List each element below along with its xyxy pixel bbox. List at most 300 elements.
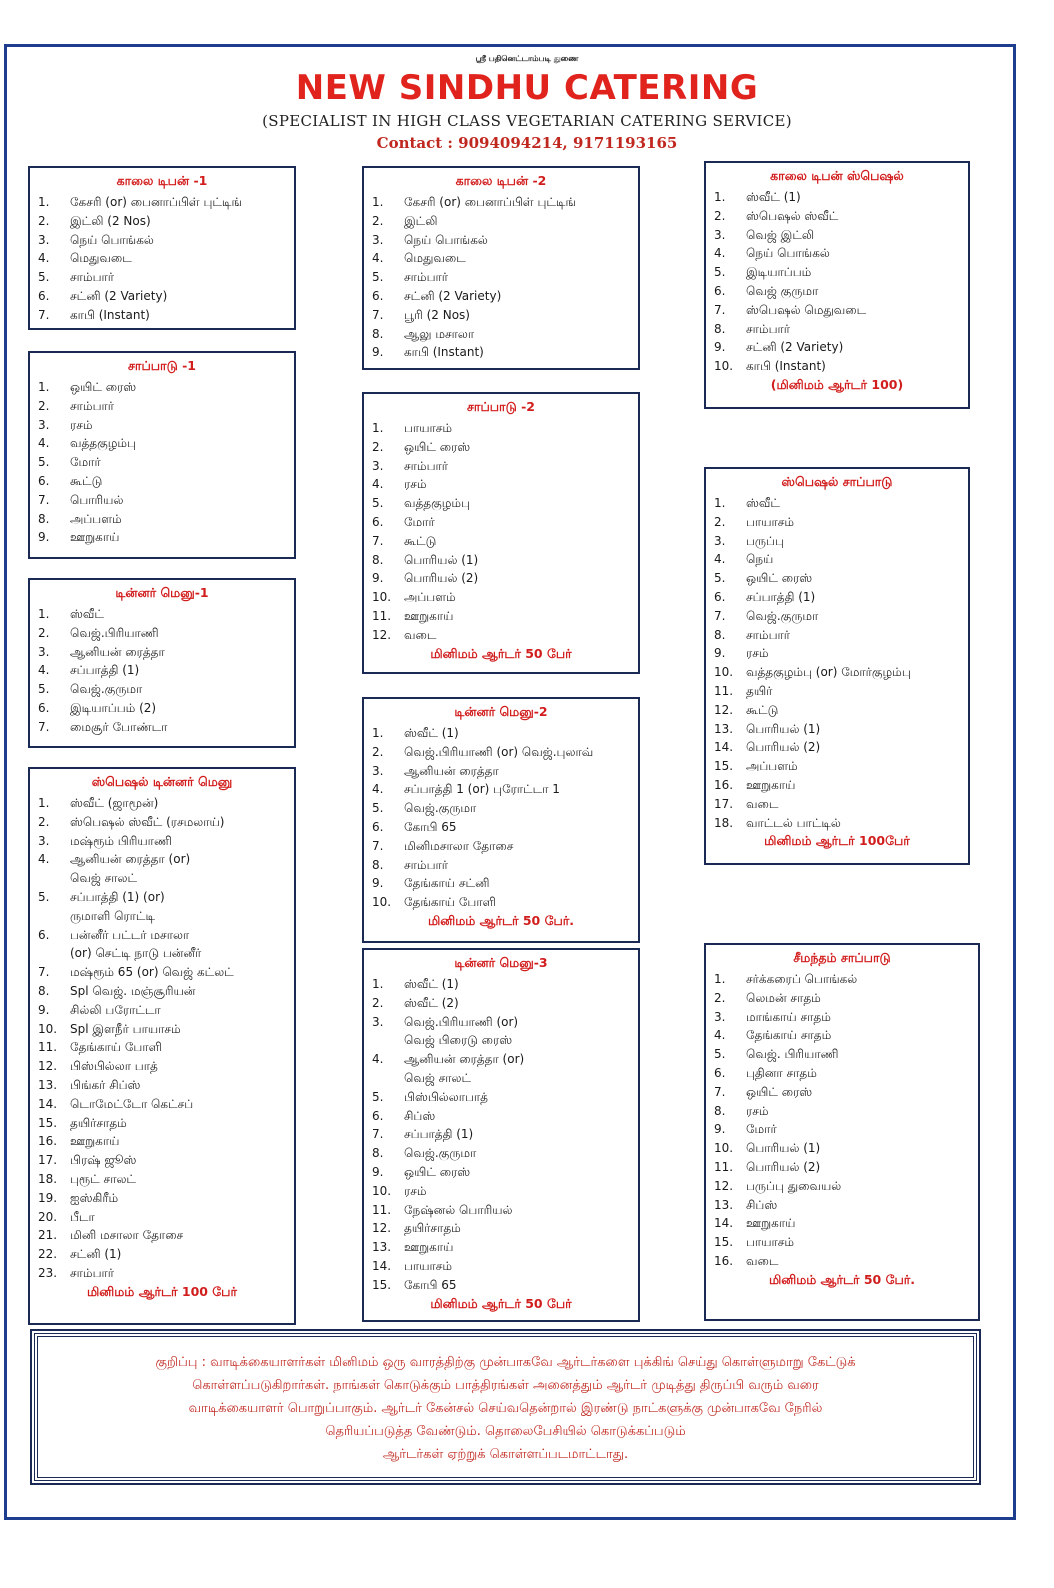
menu-item-number: 4. [38, 251, 50, 266]
menu-item [372, 306, 630, 325]
menu-title: சாப்பாடு -2 [467, 399, 535, 414]
menu-item-number: 5. [372, 801, 384, 816]
menu-item [714, 1008, 970, 1027]
menu-item-number: 3. [38, 417, 50, 432]
menu-item [38, 491, 286, 510]
menu-item [38, 813, 286, 832]
menu-item [714, 626, 960, 645]
menu-item [372, 856, 630, 875]
menu-item [714, 1083, 970, 1102]
menu-item [714, 776, 960, 795]
menu-item [714, 244, 960, 263]
menu-item-number: 2. [38, 625, 50, 640]
menu-item-label: புதினா சாதம் [746, 1065, 817, 1080]
menu-item-number: 2. [38, 398, 50, 413]
menu-item-label: அப்பளம் [404, 590, 456, 605]
menu-item [372, 325, 630, 344]
menu-item-number: 8. [38, 983, 50, 998]
menu-item [372, 799, 630, 818]
menu-item [714, 795, 960, 814]
menu-item-label: சாம்பார் [70, 270, 115, 285]
menu-item [714, 494, 960, 513]
menu-item-label: Spl இளநீர் பாயாசம் [70, 1021, 181, 1036]
menu-item-number: 3. [372, 458, 384, 473]
menu-item [38, 1076, 286, 1095]
menu-box [362, 697, 640, 943]
menu-item-label: மெதுவடை [404, 251, 466, 266]
menu-item-number: 8. [714, 1103, 726, 1118]
menu-item-label: நெய் பொங்கல் [404, 232, 488, 247]
menu-item-label: பூரி (2 Nos) [404, 307, 470, 322]
menu-item-number: 10. [714, 1141, 734, 1156]
menu-item [372, 626, 630, 645]
menu-item-label: ஒயிட் ரைஸ் [746, 1084, 813, 1099]
menu-item-number: 6. [38, 288, 50, 303]
menu-item-label: ஆனியன் ரைத்தா [70, 644, 165, 659]
menu-item-label: சாம்பார் [404, 270, 449, 285]
menu-item [38, 1170, 286, 1189]
menu-item-number: 4. [372, 251, 384, 266]
menu-item-label: சப்பாத்தி (1) [404, 1127, 474, 1142]
menu-item [372, 287, 630, 306]
menu-item-label: சாம்பார் [746, 627, 791, 642]
menu-item-label: கேசரி (or) பைனாப்பிள் புட்டிங் [70, 195, 242, 209]
menu-item-label: ரசம் [746, 646, 769, 661]
menu-item [38, 850, 286, 888]
menu-box [362, 166, 640, 370]
menu-item-number: 8. [38, 511, 50, 526]
menu-item-number: 15. [714, 759, 734, 774]
menu-item-number: 5. [38, 889, 50, 904]
menu-item [38, 378, 286, 397]
menu-item-label: ஸ்வீட் (1) [404, 726, 459, 740]
menu-item-number: 4. [38, 436, 50, 451]
menu-item [372, 438, 630, 457]
menu-item [714, 814, 960, 833]
menu-item [714, 1064, 970, 1083]
menu-item-label: பிரஷ் ஜூஸ் [70, 1153, 137, 1168]
menu-item-label: மோர் [404, 514, 435, 529]
menu-item [38, 212, 286, 231]
menu-item-label: ஸ்வீட் (1) [404, 977, 459, 991]
menu-item [714, 607, 960, 626]
menu-item [38, 528, 286, 547]
menu-items [714, 970, 970, 1271]
menu-item-label: சப்பாத்தி (1) [746, 589, 816, 604]
menu-item-number: 4. [372, 477, 384, 492]
menu-item-label: சட்னி (2 Variety) [404, 288, 502, 303]
menu-item-number: 16. [714, 777, 734, 792]
menu-item-number: 7. [38, 965, 50, 980]
menu-item-label: பொரியல் (1) [404, 552, 479, 567]
menu-item-number: 15. [38, 1115, 58, 1130]
menu-item-label: மினிமசாலா தோசை [404, 838, 514, 853]
menu-item-number: 6. [714, 283, 726, 298]
menu-title: சீமந்தம் சாப்பாடு [793, 950, 891, 965]
menu-item-number: 2. [372, 995, 384, 1010]
menu-item-number: 6. [38, 473, 50, 488]
menu-item-label: வெஜ்.குருமா [404, 1146, 477, 1161]
menu-item [372, 1276, 630, 1295]
menu-item [372, 457, 630, 476]
menu-item [714, 263, 960, 282]
minimum-order: மினிமம் ஆர்டர் 50 பேர் [430, 645, 572, 661]
menu-item-label: சட்னி (1) [70, 1247, 122, 1262]
menu-item [38, 249, 286, 268]
menu-item-number: 10. [372, 895, 392, 910]
menu-item-number: 9. [38, 530, 50, 545]
menu-item [38, 231, 286, 250]
menu-item [38, 1057, 286, 1076]
menu-title: டின்னர் மெனு-1 [115, 585, 209, 600]
menu-item-number: 5. [38, 455, 50, 470]
menu-item-label: சில்லி பரோட்டா [70, 1002, 161, 1017]
menu-item-number: 4. [714, 1028, 726, 1043]
menu-box [28, 767, 296, 1325]
menu-item [372, 419, 630, 438]
menu-item-number: 1. [38, 796, 50, 810]
menu-item [372, 588, 630, 607]
menu-item [372, 743, 630, 762]
menu-item-number: 18. [38, 1171, 58, 1186]
menu-item [714, 1196, 970, 1215]
menu-box [704, 467, 970, 865]
menu-item-number: 11. [372, 608, 392, 623]
blessing-line: ஸ்ரீ பதினெட்டாம்படி துணை [475, 54, 579, 63]
menu-item [38, 963, 286, 982]
menu-item-number: 2. [38, 213, 50, 228]
menu-item [714, 1045, 970, 1064]
menu-item-label: பாயாசம் [746, 514, 795, 529]
menu-item-label: ஒயிட் ரைஸ் [70, 380, 137, 394]
menu-item-number: 7. [714, 608, 726, 623]
menu-item-label: வெஜ் இட்லி [746, 227, 815, 242]
menu-item-number: 15. [714, 1235, 734, 1250]
menu-item-label: வெஜ்.பிரியாணி (or) வெஜ்.புலாவ் [404, 744, 594, 759]
menu-item-label: அப்பளம் [70, 511, 122, 526]
menu-item-label: சாம்பார் [70, 398, 115, 413]
menu-item-number: 1. [714, 496, 726, 510]
menu-item-label: வத்தகுழம்பு [70, 436, 136, 451]
menu-item-label: ரசம் [404, 1183, 427, 1198]
menu-item [38, 1245, 286, 1264]
menu-item-number: 13. [714, 1197, 734, 1212]
menu-item [714, 757, 960, 776]
menu-item-label: லெமன் சாதம் [746, 990, 821, 1005]
menu-item [714, 1120, 970, 1139]
menu-item [372, 569, 630, 588]
page-subtitle: (SPECIALIST IN HIGH CLASS VEGETARIAN CATERING SERVICE) [262, 112, 792, 130]
menu-item-number: 14. [714, 1216, 734, 1231]
menu-item [372, 975, 630, 994]
menu-box [28, 351, 296, 559]
menu-item-label: ஸ்வீட் [746, 496, 780, 510]
menu-item-label: கோபி 65 [404, 819, 457, 834]
menu-item-number: 2. [714, 208, 726, 223]
menu-item-number: 6. [38, 927, 50, 942]
menu-item-number: 5. [372, 270, 384, 285]
menu-item-number: 2. [714, 514, 726, 529]
menu-item-label: கூட்டு [70, 473, 103, 488]
menu-item-label: வத்தகுழம்பு [404, 496, 470, 511]
menu-item-number: 9. [372, 345, 384, 360]
menu-item [38, 1001, 286, 1020]
menu-item-number: 9. [372, 876, 384, 891]
menu-item [372, 494, 630, 513]
menu-item [372, 1050, 630, 1088]
menu-item [714, 1102, 970, 1121]
menu-item-label: இட்லி [404, 213, 438, 228]
menu-item-number: 8. [714, 627, 726, 642]
menu-item-label: ஸ்பெஷல் ஸ்வீட் (ரசமலாய்) [70, 814, 225, 829]
menu-item-label: ஊறுகாய் [404, 1240, 454, 1255]
menu-item-number: 9. [372, 571, 384, 586]
menu-item-label: பிங்கர் சிப்ஸ் [70, 1077, 141, 1092]
menu-item [372, 818, 630, 837]
menu-item-label: ஊறுகாய் [70, 530, 120, 545]
menu-item-label: ஊறுகாய் [746, 777, 796, 792]
menu-item [38, 1226, 286, 1245]
menu-item-label: ரசம் [404, 477, 427, 492]
menu-box [28, 166, 296, 330]
menu-item-label: ஸ்பெஷல் ஸ்வீட் [746, 208, 839, 223]
menu-item-number: 3. [38, 644, 50, 659]
menu-item-label: பிஸ்பில்லா பாத் [70, 1059, 158, 1074]
menu-item-label: ஊறுகாய் [70, 1134, 120, 1149]
menu-item [714, 569, 960, 588]
menu-item-label: சிப்ஸ் [404, 1108, 436, 1123]
menu-item-label: கேசரி (or) பைனாப்பிள் புட்டிங் [404, 195, 576, 209]
menu-item-label: ஒயிட் ரைஸ் [746, 571, 813, 586]
menu-item [714, 1158, 970, 1177]
menu-item-number: 1. [38, 195, 50, 209]
menu-item-number: 7. [372, 307, 384, 322]
menu-item [372, 193, 630, 212]
menu-item [38, 794, 286, 813]
menu-item-label: பாயாசம் [404, 1258, 453, 1273]
menu-item [38, 832, 286, 851]
menu-item-label: மோர் [746, 1122, 777, 1137]
menu-item-number: 2. [372, 439, 384, 454]
menu-item [38, 453, 286, 472]
menu-item [38, 287, 286, 306]
menu-item-label: தேங்காய் சாதம் [746, 1028, 832, 1043]
menu-title: சாப்பாடு -1 [128, 358, 196, 373]
menu-item-label: வாட்டல் பாட்டில் [746, 815, 841, 830]
menu-item [714, 338, 960, 357]
menu-item [714, 970, 970, 989]
menu-item-label: சட்னி (2 Variety) [746, 340, 844, 355]
menu-item-label: ஆனியன் ரைத்தா (or) வெஜ் சாலட் [70, 852, 191, 886]
menu-item-number: 6. [372, 819, 384, 834]
menu-items [372, 724, 630, 912]
menu-item [714, 1177, 970, 1196]
menu-item [372, 1125, 630, 1144]
menu-item-label: சாம்பார் [746, 321, 791, 336]
menu-item-label: பருப்பு துவையல் [746, 1178, 842, 1193]
menu-item-label: மெதுவடை [70, 251, 132, 266]
menu-item-number: 1. [38, 607, 50, 621]
menu-item-number: 8. [372, 326, 384, 341]
menu-item-number: 3. [372, 1014, 384, 1029]
menu-item-label: மாங்காய் சாதம் [746, 1009, 831, 1024]
menu-item [38, 1114, 286, 1133]
menu-item [372, 1219, 630, 1238]
menu-item-number: 12. [38, 1059, 58, 1074]
menu-item [372, 1107, 630, 1126]
menu-item [38, 1020, 286, 1039]
menu-item [38, 605, 286, 624]
menu-item-label: கோபி 65 [404, 1277, 457, 1292]
menu-item-label: வத்தகுழம்பு (or) மோர்குழம்பு [746, 665, 911, 680]
menu-item [372, 1182, 630, 1201]
menu-item [372, 780, 630, 799]
menu-box [28, 578, 296, 748]
menu-item-number: 8. [714, 321, 726, 336]
menu-item [372, 268, 630, 287]
menu-item-number: 7. [372, 533, 384, 548]
menu-item [714, 550, 960, 569]
menu-items [38, 193, 286, 325]
menu-item-number: 7. [372, 1127, 384, 1142]
menu-item-number: 7. [714, 1084, 726, 1099]
menu-item-label: ஸ்வீட் (ஜாமூன்) [70, 796, 159, 810]
menu-item-number: 4. [372, 1052, 384, 1067]
menu-item-number: 3. [714, 1009, 726, 1024]
minimum-order: (மினிமம் ஆர்டர் 100) [770, 376, 904, 392]
menu-item-number: 3. [372, 232, 384, 247]
menu-item-number: 17. [38, 1153, 58, 1168]
menu-item-number: 11. [372, 1202, 392, 1217]
menu-item [714, 1252, 970, 1271]
menu-item-number: 1. [714, 190, 726, 204]
menu-item [714, 1139, 970, 1158]
menu-item-number: 13. [372, 1240, 392, 1255]
menu-item-number: 10. [38, 1021, 58, 1036]
menu-item-label: தேங்காய் போளி [70, 1040, 162, 1055]
menu-item-label: மைசூர் போண்டா [70, 719, 168, 734]
menu-item-label: பன்னீர் பட்டர் மசாலா (or) செட்டி நாடு பன்னீர் [70, 927, 202, 961]
menu-item [714, 301, 960, 320]
menu-item [38, 306, 286, 325]
menu-item [714, 663, 960, 682]
menu-item-number: 17. [714, 796, 734, 811]
menu-item-label: பருப்பு [746, 533, 784, 548]
menu-item-number: 9. [372, 1164, 384, 1179]
contact-line: Contact : 9094094214, 9171193165 [376, 134, 678, 152]
menu-item-label: வெஜ்.பிரியாணி [70, 625, 159, 640]
menu-items [372, 975, 630, 1295]
menu-item-number: 16. [38, 1134, 58, 1149]
menu-item-label: பிஸ்பில்லாபாத் [404, 1089, 488, 1104]
menu-item [38, 680, 286, 699]
menu-item [38, 416, 286, 435]
menu-item-number: 6. [372, 1108, 384, 1123]
menu-item-label: ரசம் [746, 1103, 769, 1118]
menu-item-number: 12. [372, 627, 392, 642]
menu-title: காலை டிபன் -2 [455, 173, 547, 188]
menu-item-label: வெஜ்.குருமா [70, 682, 143, 697]
menu-item-label: ஸ்வீட் (1) [746, 190, 801, 204]
menu-item-number: 3. [38, 232, 50, 247]
menu-item-number: 6. [372, 288, 384, 303]
menu-item [372, 249, 630, 268]
menu-item-number: 11. [714, 1159, 734, 1174]
menu-item-label: பொரியல் (1) [746, 1141, 821, 1156]
menu-item [38, 1151, 286, 1170]
menu-item-label: தயிர் [746, 683, 773, 698]
menu-item [714, 1233, 970, 1252]
menu-item [714, 701, 960, 720]
menu-item [372, 513, 630, 532]
menu-item-label: ஒயிட் ரைஸ் [404, 1164, 471, 1179]
menu-item-number: 18. [714, 815, 734, 830]
menu-item-label: அப்பளம் [746, 759, 798, 774]
menu-item [372, 1201, 630, 1220]
menu-item-number: 11. [38, 1040, 58, 1055]
menu-item-label: பொரியல் (2) [404, 571, 479, 586]
menu-item-label: ஆனியன் ரைத்தா [404, 763, 499, 778]
menu-item-number: 21. [38, 1228, 58, 1243]
menu-item-label: வெஜ்.குருமா [404, 801, 477, 816]
menu-item [714, 207, 960, 226]
menu-item-label: சப்பாத்தி (1) [70, 663, 140, 678]
menu-item-label: சிப்ஸ் [746, 1197, 778, 1212]
menu-item [372, 231, 630, 250]
menu-items [38, 794, 286, 1283]
menu-item [714, 282, 960, 301]
menu-item [372, 724, 630, 743]
menu-item [372, 343, 630, 362]
menu-item [714, 644, 960, 663]
menu-item-label: சப்பாத்தி (1) (or) ருமாளி ரொட்டி [70, 889, 165, 923]
menu-item-label: பொரியல் (1) [746, 721, 821, 736]
menu-item [372, 532, 630, 551]
menu-box [704, 161, 970, 409]
menu-item-number: 14. [372, 1258, 392, 1273]
menu-item [372, 475, 630, 494]
menu-item [38, 1132, 286, 1151]
menu-item-number: 8. [372, 1146, 384, 1161]
menu-title: காலை டிபன் ஸ்பெஷல் [770, 168, 904, 183]
menu-item-number: 2. [714, 990, 726, 1005]
minimum-order: மினிமம் ஆர்டர் 100பேர் [764, 833, 910, 849]
menu-item [38, 1038, 286, 1057]
menu-item-number: 9. [714, 340, 726, 355]
menu-item-label: தேங்காய் போளி [404, 895, 496, 910]
note-line: ஆர்டர்கள் ஏற்றுக் கொள்ளப்படமாட்டாது. [382, 1447, 629, 1462]
menu-item-number: 22. [38, 1247, 58, 1262]
menu-item-number: 9. [38, 1002, 50, 1017]
note-box [34, 1333, 977, 1481]
menu-title: காலை டிபன் -1 [116, 173, 208, 188]
menu-item-label: நெய் [746, 552, 774, 567]
menu-item-label: வெஜ்.குருமா [746, 608, 819, 623]
menu-item-number: 4. [714, 246, 726, 261]
menu-item [372, 1238, 630, 1257]
menu-item-label: சட்னி (2 Variety) [70, 288, 168, 303]
menu-item [38, 1189, 286, 1208]
menu-item-number: 7. [38, 719, 50, 734]
menu-items [38, 605, 286, 737]
menu-item-label: வடை [404, 627, 437, 642]
menu-item-number: 10. [714, 359, 734, 374]
menu-item-number: 4. [38, 852, 50, 867]
menu-item-number: 19. [38, 1190, 58, 1205]
menu-items [714, 494, 960, 832]
menu-item [38, 888, 286, 926]
menu-item-label: பாயாசம் [746, 1235, 795, 1250]
